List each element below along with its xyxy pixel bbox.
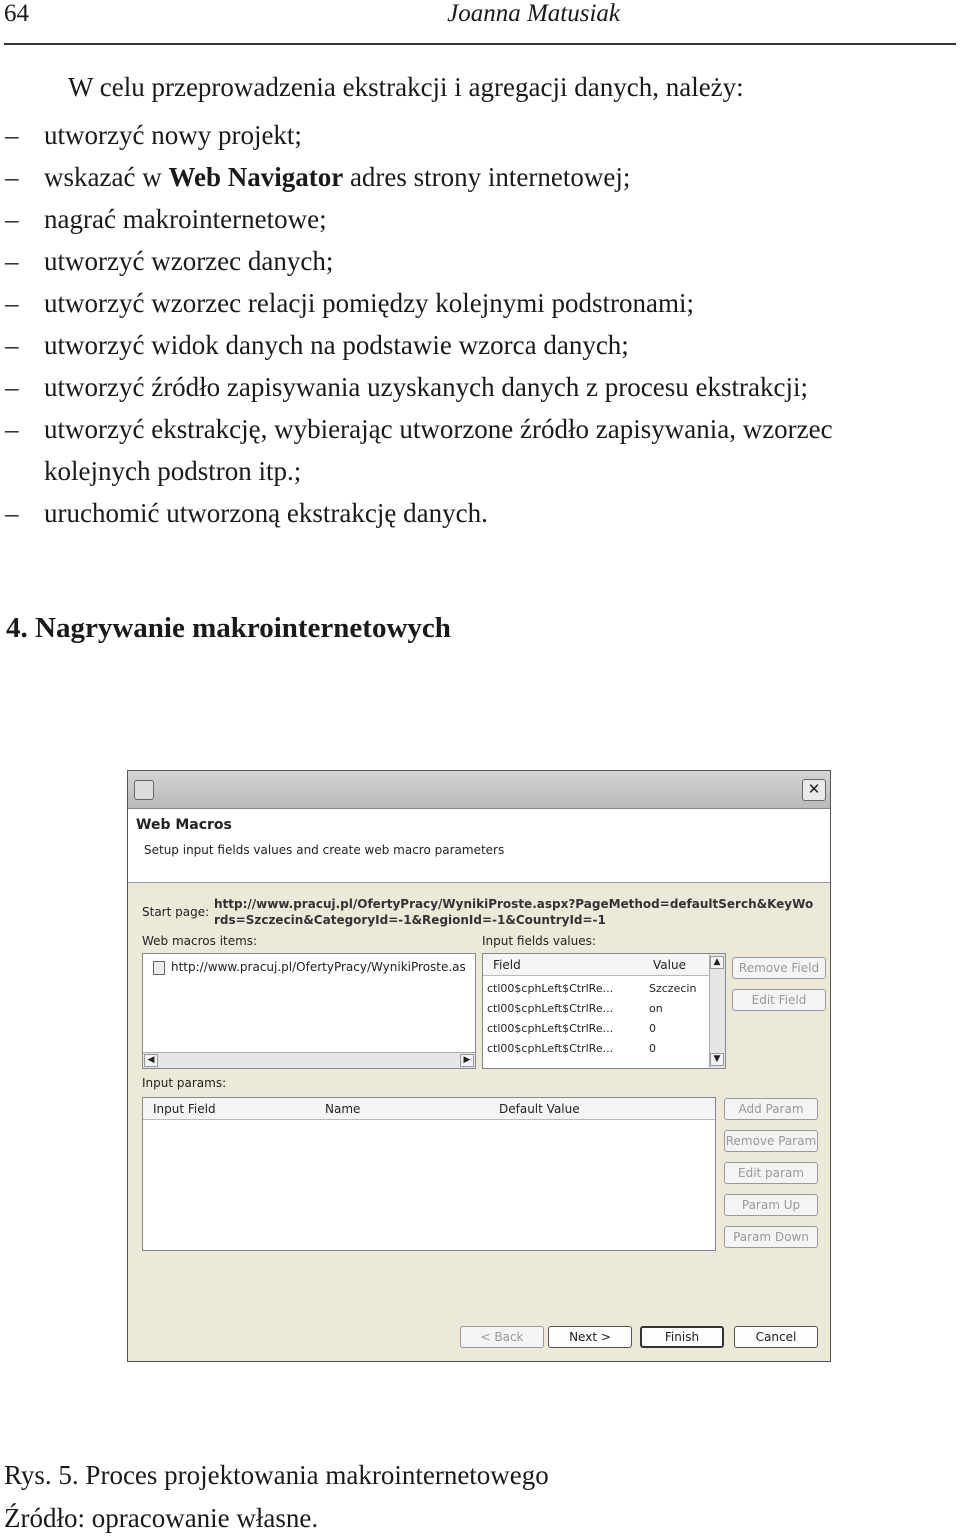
list-dash: –: [5, 162, 19, 192]
list-item: [0, 156, 960, 198]
field-name: ctl00$cphLeft$CtrlRe...: [487, 1042, 614, 1055]
field-value: 0: [649, 1042, 656, 1055]
input-fields-header: [483, 954, 725, 976]
edit-param-button[interactable]: Edit param: [724, 1162, 818, 1184]
dialog-header: [128, 809, 830, 883]
back-button[interactable]: < Back: [460, 1326, 544, 1348]
list-item-text: utworzyć źródło zapisywania uzyskanych danych z procesu ekstrakcji;: [44, 372, 808, 402]
dialog-title: Web Macros: [136, 817, 232, 833]
figure-source: Źródło: opracowanie własne.: [4, 1503, 319, 1533]
input-field-column-header[interactable]: Input Field: [153, 1102, 216, 1116]
intro-paragraph: W celu przeprowadzenia ekstrakcji i agregacji danych, należy:: [68, 72, 744, 102]
list-dash: –: [5, 414, 19, 444]
list-item: [0, 324, 960, 366]
input-params-table[interactable]: [142, 1097, 716, 1251]
scroll-left-icon[interactable]: ◀: [144, 1054, 158, 1067]
list-dash: –: [5, 204, 19, 234]
scroll-up-icon[interactable]: ▲: [710, 956, 724, 969]
field-column-header[interactable]: Field: [493, 958, 521, 972]
list-dash: –: [5, 330, 19, 360]
field-name: ctl00$cphLeft$CtrlRe...: [487, 1002, 614, 1015]
field-value: 0: [649, 1022, 656, 1035]
list-item-text: utworzyć nowy projekt;: [44, 120, 302, 150]
cancel-button[interactable]: Cancel: [734, 1326, 818, 1348]
value-column-header[interactable]: Value: [653, 958, 686, 972]
add-param-button[interactable]: Add Param: [724, 1098, 818, 1120]
web-macros-label: Web macros items:: [142, 934, 258, 948]
list-dash: –: [5, 498, 19, 528]
horizontal-scrollbar[interactable]: [143, 1052, 475, 1068]
section-heading: 4. Nagrywanie makrointernetowych: [6, 612, 451, 644]
table-row[interactable]: [487, 982, 697, 1000]
page-number: 64: [4, 0, 29, 27]
list-item: [0, 366, 960, 408]
running-head-author: Joanna Matusiak: [447, 0, 620, 27]
next-button[interactable]: Next >: [548, 1326, 632, 1348]
list-item-text: wskazać w: [44, 162, 169, 192]
list-item: [0, 240, 960, 282]
list-item: [0, 198, 960, 240]
tree-item-label: http://www.pracuj.pl/OfertyPracy/WynikiProste.as: [171, 960, 466, 974]
list-dash: –: [5, 372, 19, 402]
field-name: ctl00$cphLeft$CtrlRe...: [487, 982, 614, 995]
list-dash: –: [5, 246, 19, 276]
input-params-label: Input params:: [142, 1076, 227, 1090]
field-value: Szczecin: [649, 982, 697, 995]
list-dash: –: [5, 288, 19, 318]
vertical-scrollbar[interactable]: [709, 954, 725, 1068]
list-item-continuation: kolejnych podstron itp.;: [44, 456, 302, 486]
start-page-label: Start page:: [142, 905, 210, 919]
input-fields-label: Input fields values:: [482, 934, 596, 948]
remove-field-button[interactable]: Remove Field: [732, 957, 826, 979]
table-row[interactable]: [487, 1042, 656, 1055]
list-item-text: nagrać makrointernetowe;: [44, 204, 327, 234]
figure-caption: Rys. 5. Proces projektowania makrointernetowego: [4, 1460, 549, 1490]
input-fields-table[interactable]: [482, 953, 726, 1069]
table-row[interactable]: [487, 1002, 663, 1020]
remove-param-button[interactable]: Remove Param: [724, 1130, 818, 1152]
page-icon: [153, 961, 165, 975]
dialog-titlebar: [128, 771, 830, 809]
app-icon: [134, 780, 154, 800]
web-macros-tree[interactable]: [142, 953, 476, 1069]
name-column-header[interactable]: Name: [325, 1102, 361, 1116]
list-item-text: adres strony internetowej;: [343, 162, 631, 192]
dialog-subtitle: Setup input fields values and create web macro parameters: [144, 843, 505, 857]
page-header: [0, 0, 960, 44]
list-item-text: utworzyć widok danych na podstawie wzorca danych;: [44, 330, 629, 360]
start-page-url: http://www.pracuj.pl/OfertyPracy/WynikiProste.aspx?PageMethod=defaultSerch&KeyWords=Szczecin&CategoryId=-1&RegionId=-1&CountryId=-1: [214, 897, 814, 927]
field-name: ctl00$cphLeft$CtrlRe...: [487, 1022, 614, 1035]
list-item: [0, 114, 960, 156]
finish-button[interactable]: Finish: [640, 1326, 724, 1348]
scroll-right-icon[interactable]: ▶: [460, 1054, 474, 1067]
list-item-text: utworzyć wzorzec danych;: [44, 246, 334, 276]
list-dash: –: [5, 120, 19, 150]
default-value-column-header[interactable]: Default Value: [499, 1102, 580, 1116]
list-item: [0, 492, 960, 534]
list-item-text: utworzyć wzorzec relacji pomiędzy kolejnymi podstronami;: [44, 288, 695, 318]
edit-field-button[interactable]: Edit Field: [732, 989, 826, 1011]
web-macros-dialog-screenshot: [127, 770, 831, 1362]
param-down-button[interactable]: Param Down: [724, 1226, 818, 1248]
field-value: on: [649, 1002, 663, 1015]
list-item: [0, 408, 960, 492]
scroll-down-icon[interactable]: ▼: [710, 1053, 724, 1066]
steps-list: [0, 114, 960, 534]
table-row[interactable]: [487, 1022, 656, 1040]
list-item-text: uruchomić utworzoną ekstrakcję danych.: [44, 498, 488, 528]
list-item: [0, 282, 960, 324]
close-button[interactable]: ✕: [802, 779, 826, 801]
param-up-button[interactable]: Param Up: [724, 1194, 818, 1216]
tree-item[interactable]: [153, 960, 466, 975]
header-rule: [4, 43, 956, 45]
list-item-text: utworzyć ekstrakcję, wybierając utworzone źródło zapisywania, wzorzec: [44, 414, 833, 444]
list-item-bold: Web Navigator: [168, 162, 344, 192]
params-header: [143, 1098, 715, 1120]
